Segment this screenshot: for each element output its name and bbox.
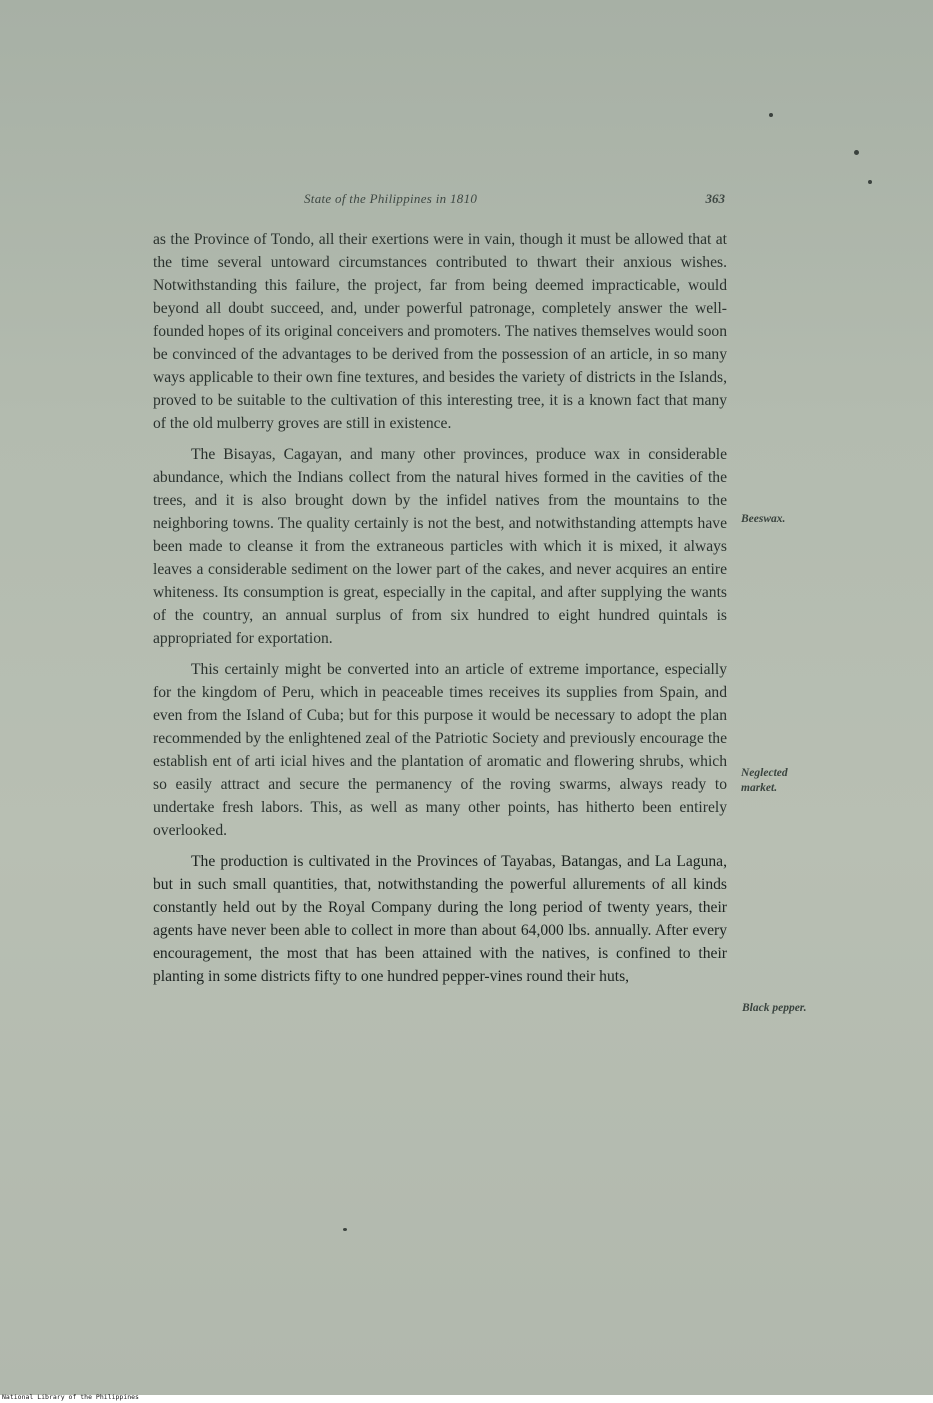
dust-speck [343, 1228, 347, 1231]
dust-speck [854, 150, 859, 155]
paragraph-1: as the Province of Tondo, all their exertions were in vain, though it must be allowed that at the time several untoward circumstances contributed to thwart their anxious wishes. Notwithstanding this failure, the project, far from being deemed impracticable, would beyond all doubt succeed, and, under powerful patronage, completely answer the well-founded hopes of its original conceivers and promoters. The natives themselves would soon be convinced of the advantages to be derived from the possession of an article, in so many ways applicable to their own fine textures, and besides the variety of districts in the Islands, proved to be suitable to the cultivation of this interesting tree, it is a known fact that many of the old mulberry groves are still in existence. [153, 231, 727, 432]
page-header [300, 191, 730, 211]
dust-speck [868, 180, 872, 184]
dust-speck [769, 113, 773, 117]
body-text [153, 228, 727, 988]
paragraph-3: This certainly might be converted into an article of extreme importance, especially for the kingdom of Peru, which in peaceable times receives its supplies from Spain, and even from the Island of Cuba; but for this purpose it would be necessary to adopt the plan recommended by the enlightened zeal of the Patriotic Society and previously encourage the establish ent of arti icial hives and the plantation of aromatic and flowering shrubs, which so easily attract and secure the permanency of the roving swarms, always ready to undertake fresh labors. This, as well as many other points, has hitherto been entirely overlooked. [153, 661, 727, 839]
margin-note-black-pepper: Black pepper. [742, 1002, 807, 1014]
running-title: State of the Philippines in 1810 [304, 191, 478, 206]
library-credit: National Library of the Philippines [2, 1393, 139, 1401]
margin-note-beeswax: Beeswax. [741, 513, 786, 525]
paragraph-2: The Bisayas, Cagayan, and many other provinces, produce wax in considerable abundance, which the Indians collect from the natural hives formed in the cavities of the trees, and it is also brought down by the infidel natives from the mountains to the neighboring towns. The quality certainly is not the best, and notwithstanding attempts have been made to cleanse it from the extraneous particles with which it is mixed, it always leaves a considerable sediment on the lower part of the cakes, and never acquires an entire whiteness. Its consumption is great, especially in the capital, and after supplying the wants of the country, an annual surplus of from six hundred to eight hundred quintals is appropriated for exportation. [153, 446, 727, 647]
margin-note-neglected-market: Neglected market. [741, 767, 788, 794]
scan-footer [0, 1395, 933, 1403]
paragraph-4: The production is cultivated in the Provinces of Tayabas, Batangas, and La Laguna, but in such small quantities, that, notwithstanding the powerful allurements of all kinds constantly held out by the Royal Company during the long period of twenty years, their agents have never been able to collect in more than about 64,000 lbs. annually. After every encouragement, the most that has been attained with the natives, is confined to their planting in some districts fifty to one hundred pepper-vines round their huts, [153, 853, 727, 985]
page-number: 363 [705, 191, 725, 206]
